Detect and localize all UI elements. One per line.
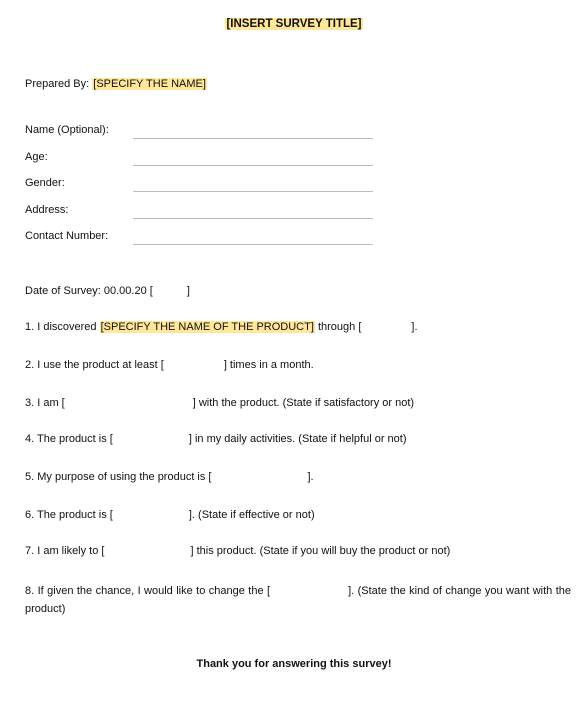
age-field[interactable] bbox=[133, 165, 373, 166]
q3-post: ] with the product. (State if satisfactory or not) bbox=[192, 397, 415, 409]
address-field[interactable] bbox=[133, 218, 373, 219]
prepared-by-name: [SPECIFY THE NAME] bbox=[93, 78, 206, 90]
question-1 bbox=[25, 321, 418, 333]
contact-number-label: Contact Number: bbox=[25, 230, 109, 242]
q6-pre: 6. The product is [ bbox=[25, 509, 113, 521]
prepared-by-label: Prepared By: bbox=[25, 78, 93, 90]
date-label: Date of Survey: 00.00.20 [ bbox=[25, 285, 153, 297]
question-8 bbox=[25, 582, 571, 618]
q1-mid: through [ bbox=[314, 321, 362, 333]
q8-pre: 8. If given the chance, I would like to change the [ bbox=[25, 585, 271, 597]
q5-pre: 5. My purpose of using the product is [ bbox=[25, 471, 212, 483]
question-3 bbox=[25, 397, 414, 409]
survey-title-text: [INSERT SURVEY TITLE] bbox=[226, 18, 362, 30]
q5-post: ]. bbox=[307, 471, 314, 483]
age-label: Age: bbox=[25, 151, 48, 163]
q1-pre: 1. I discovered bbox=[25, 321, 100, 333]
q1-post: ]. bbox=[411, 321, 418, 333]
question-5 bbox=[25, 471, 314, 483]
address-label: Address: bbox=[25, 204, 69, 216]
question-7 bbox=[25, 545, 450, 557]
date-of-survey bbox=[25, 285, 190, 297]
q7-post: ] this product. (State if you will buy the product or not) bbox=[190, 545, 451, 557]
gender-label: Gender: bbox=[25, 177, 65, 189]
date-close: ] bbox=[186, 285, 190, 297]
question-4 bbox=[25, 433, 407, 445]
name-label: Name (Optional): bbox=[25, 124, 109, 136]
q4-pre: 4. The product is [ bbox=[25, 433, 113, 445]
question-6 bbox=[25, 509, 315, 521]
q3-pre: 3. I am [ bbox=[25, 397, 65, 409]
contact-number-field[interactable] bbox=[133, 244, 373, 245]
q6-post: ]. (State if effective or not) bbox=[188, 509, 315, 521]
survey-title bbox=[0, 18, 588, 30]
prepared-by bbox=[25, 78, 207, 90]
q1-product-name: [SPECIFY THE NAME OF THE PRODUCT] bbox=[100, 321, 314, 333]
q2-post: ] times in a month. bbox=[223, 359, 314, 371]
gender-field[interactable] bbox=[133, 191, 373, 192]
q4-post: ] in my daily activities. (State if helpful or not) bbox=[188, 433, 407, 445]
q7-pre: 7. I am likely to [ bbox=[25, 545, 105, 557]
q8-post: ]. (State the kind of change you want with the product) bbox=[25, 585, 571, 615]
question-2 bbox=[25, 359, 314, 371]
name-field[interactable] bbox=[133, 138, 373, 139]
q2-pre: 2. I use the product at least [ bbox=[25, 359, 164, 371]
thank-you-message: Thank you for answering this survey! bbox=[196, 658, 392, 670]
